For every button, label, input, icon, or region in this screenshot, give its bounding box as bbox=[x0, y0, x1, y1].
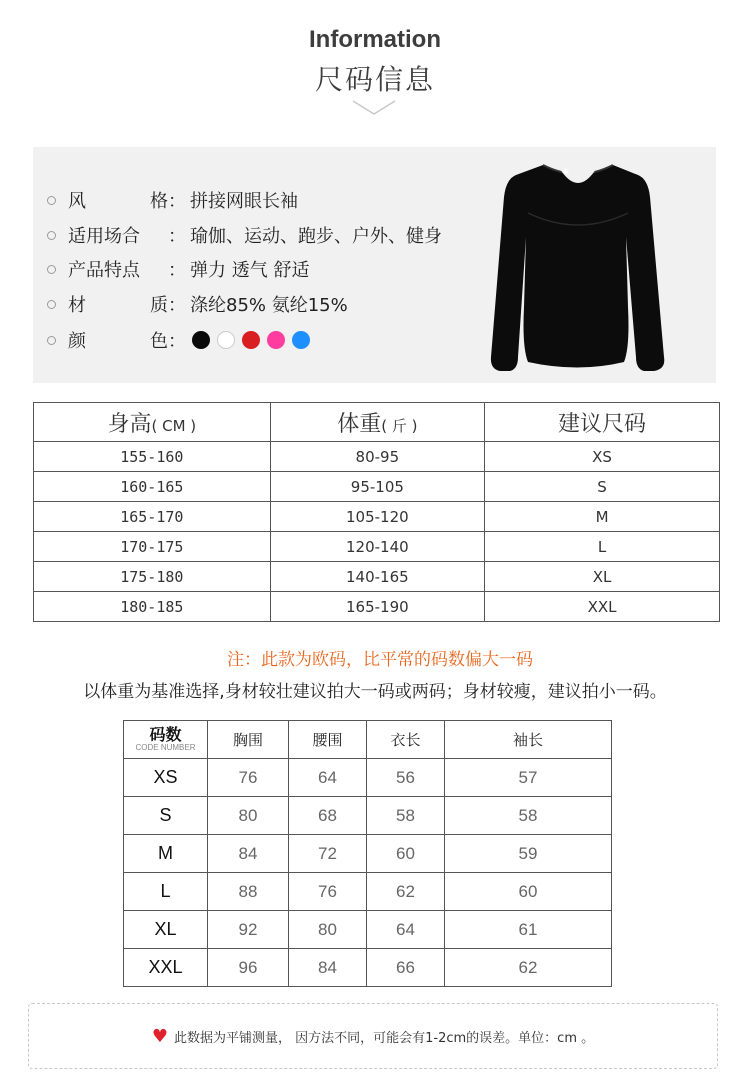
info-label: 适用场合 bbox=[68, 226, 140, 247]
table-row bbox=[34, 532, 720, 562]
color-swatch-white[interactable] bbox=[217, 331, 235, 349]
table-row bbox=[34, 592, 720, 622]
table-cell: S bbox=[485, 472, 720, 502]
table-row bbox=[34, 472, 720, 502]
title-chinese: 尺码信息 bbox=[314, 63, 435, 96]
table-cell: L bbox=[485, 532, 720, 562]
table-cell: 58 bbox=[445, 797, 612, 835]
table-cell: L bbox=[124, 873, 208, 911]
shirt-image bbox=[488, 157, 668, 377]
info-row-features: 产品特点 ： 弹力 透气 舒适 bbox=[47, 257, 309, 281]
euro-size-note: 注：此款为欧码，比平常的码数偏大一码 bbox=[227, 650, 533, 670]
table-cell: 59 bbox=[445, 835, 612, 873]
info-value: 涤纶85% 氨纶15% bbox=[190, 295, 348, 316]
table-cell: 76 bbox=[208, 759, 289, 797]
table-cell: 68 bbox=[289, 797, 367, 835]
column-header-waist: 腰围 bbox=[289, 721, 367, 759]
column-header-chest: 胸围 bbox=[208, 721, 289, 759]
table-cell: 57 bbox=[445, 759, 612, 797]
column-header-size: 建议尺码 bbox=[485, 403, 720, 442]
product-info-panel bbox=[33, 147, 716, 383]
table-header-row bbox=[124, 721, 612, 759]
column-header-height: 身高( CM ) bbox=[34, 403, 271, 442]
table-row bbox=[124, 759, 612, 797]
measurement-table bbox=[123, 720, 612, 987]
table-cell: 160-165 bbox=[34, 472, 271, 502]
column-header-weight: 体重( 斤 ) bbox=[270, 403, 484, 442]
heart-icon: ♥ bbox=[151, 1025, 168, 1047]
table-cell: XS bbox=[485, 442, 720, 472]
color-swatches bbox=[192, 331, 310, 349]
table-cell: XL bbox=[124, 911, 208, 949]
table-cell: 64 bbox=[367, 911, 445, 949]
column-header-length: 衣长 bbox=[367, 721, 445, 759]
table-cell: 56 bbox=[367, 759, 445, 797]
info-value: 瑜伽、运动、跑步、户外、健身 bbox=[190, 226, 442, 247]
table-cell: 58 bbox=[367, 797, 445, 835]
bullet-icon bbox=[47, 231, 56, 240]
table-cell: XXL bbox=[485, 592, 720, 622]
table-row bbox=[124, 797, 612, 835]
table-cell: 170-175 bbox=[34, 532, 271, 562]
table-row bbox=[124, 835, 612, 873]
column-header-code: 码数 CODE NUMBER bbox=[124, 721, 208, 759]
table-cell: 96 bbox=[208, 949, 289, 987]
table-cell: 62 bbox=[445, 949, 612, 987]
color-swatch-red[interactable] bbox=[242, 331, 260, 349]
size-recommendation-table bbox=[33, 402, 720, 622]
color-swatch-blue[interactable] bbox=[292, 331, 310, 349]
table-cell: S bbox=[124, 797, 208, 835]
table-cell: 88 bbox=[208, 873, 289, 911]
info-row-material: 材 质 ： 涤纶85% 氨纶15% bbox=[47, 292, 348, 316]
title-english: Information bbox=[309, 26, 441, 53]
table-cell: 72 bbox=[289, 835, 367, 873]
color-swatch-black[interactable] bbox=[192, 331, 210, 349]
table-cell: M bbox=[124, 835, 208, 873]
info-label: 产品特点 bbox=[68, 260, 140, 281]
color-swatch-pink[interactable] bbox=[267, 331, 285, 349]
info-label: 材 质 bbox=[68, 295, 168, 316]
table-row bbox=[124, 949, 612, 987]
info-value: 拼接网眼长袖 bbox=[190, 191, 298, 212]
column-header-sleeve: 袖长 bbox=[445, 721, 612, 759]
table-cell: 62 bbox=[367, 873, 445, 911]
info-label: 颜 色 bbox=[68, 331, 168, 352]
bullet-icon bbox=[47, 300, 56, 309]
table-cell: 76 bbox=[289, 873, 367, 911]
table-cell: M bbox=[485, 502, 720, 532]
table-cell: 60 bbox=[367, 835, 445, 873]
table-cell: XXL bbox=[124, 949, 208, 987]
table-cell: 80-95 bbox=[270, 442, 484, 472]
size-selection-advice: 以体重为基准选择,身材较壮建议拍大一码或两码；身材较瘦，建议拍小一码。 bbox=[83, 682, 667, 702]
info-row-style: 风 格 ： 拼接网眼长袖 bbox=[47, 188, 298, 212]
table-cell: 95-105 bbox=[270, 472, 484, 502]
table-cell: 84 bbox=[208, 835, 289, 873]
table-cell: 92 bbox=[208, 911, 289, 949]
table-cell: 165-170 bbox=[34, 502, 271, 532]
table-cell: 80 bbox=[208, 797, 289, 835]
table-cell: 60 bbox=[445, 873, 612, 911]
table-cell: 140-165 bbox=[270, 562, 484, 592]
table-cell: 175-180 bbox=[34, 562, 271, 592]
table-cell: 165-190 bbox=[270, 592, 484, 622]
table-cell: 120-140 bbox=[270, 532, 484, 562]
table-cell: 180-185 bbox=[34, 592, 271, 622]
table-row bbox=[34, 502, 720, 532]
table-cell: 84 bbox=[289, 949, 367, 987]
info-label: 风 格 bbox=[68, 191, 168, 212]
table-row bbox=[34, 442, 720, 472]
disclaimer-text: 此数据为平铺测量， 因方法不同，可能会有1-2cm的误差。单位：cm 。 bbox=[174, 1030, 595, 1046]
table-cell: XS bbox=[124, 759, 208, 797]
table-cell: 61 bbox=[445, 911, 612, 949]
table-cell: 80 bbox=[289, 911, 367, 949]
chevron-down-icon bbox=[352, 98, 396, 118]
table-cell: 66 bbox=[367, 949, 445, 987]
bullet-icon bbox=[47, 336, 56, 345]
info-row-color: 颜 色 ： bbox=[47, 328, 310, 352]
info-value: 弹力 透气 舒适 bbox=[190, 260, 310, 281]
table-row bbox=[124, 911, 612, 949]
table-row bbox=[34, 562, 720, 592]
measurement-disclaimer bbox=[28, 1003, 718, 1069]
info-row-occasion: 适用场合 ： 瑜伽、运动、跑步、户外、健身 bbox=[47, 223, 442, 247]
table-cell: XL bbox=[485, 562, 720, 592]
table-cell: 64 bbox=[289, 759, 367, 797]
bullet-icon bbox=[47, 265, 56, 274]
table-cell: 105-120 bbox=[270, 502, 484, 532]
table-header-row bbox=[34, 403, 720, 442]
table-row bbox=[124, 873, 612, 911]
table-cell: 155-160 bbox=[34, 442, 271, 472]
bullet-icon bbox=[47, 196, 56, 205]
